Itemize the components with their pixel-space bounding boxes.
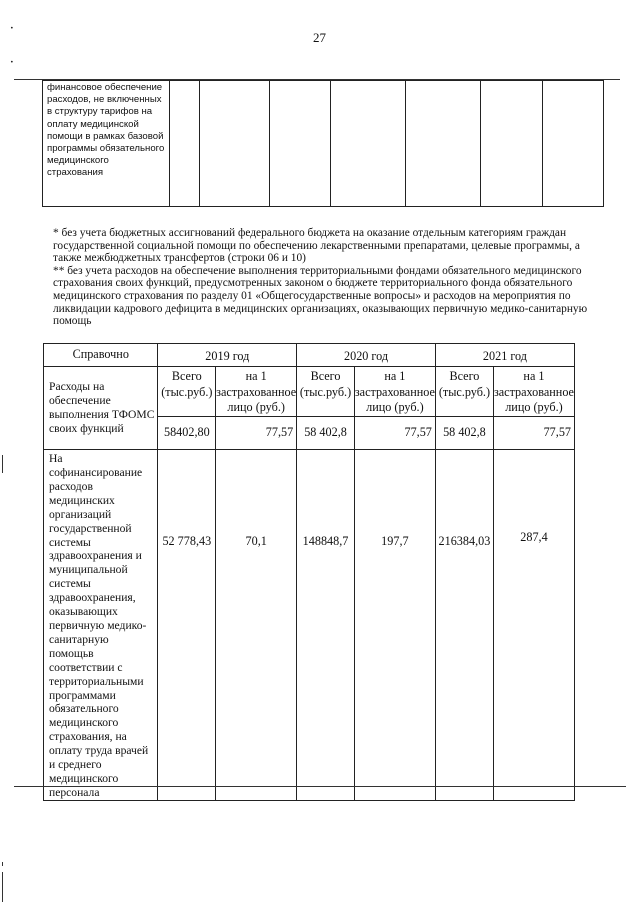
reference-header: Справочно: [44, 344, 158, 367]
margin-mark: ·: [10, 56, 14, 68]
value-cell: 216384,03: [435, 450, 493, 801]
bottom-rule-divider: [14, 786, 626, 787]
footnote-2: ** без учета расходов на обеспечение выполнения территориальными фондами обязательного медицинского страхования своих функций, предусмотренных законом о бюджете территориального фонда обязательного медицинского страхования по разделу 01 «Общегосударственные вопросы» и расходов на мероприятия по ликвидации кадрового дефицита в медицинских организациях, оказывающих первичную медико-санитарную помощь: [53, 264, 588, 328]
scan-edge-mark: [2, 455, 3, 473]
row-label: На софинансирование расходов медицинских организаций государственной системы здравоохранения и муниципальной системы здравоохранения, оказывающих первичную медико-санитарную помощьв соответствии с территориальными программами обязательного медицинского страхования, на оплату труда врачей и среднего медицинского персонала: [44, 450, 158, 801]
total-header: Всего (тыс.руб.): [435, 367, 493, 417]
table-row: [44, 450, 575, 801]
empty-cell: [331, 81, 406, 207]
value-cell: 77,57: [493, 417, 574, 450]
value-cell: 58402,80: [158, 417, 216, 450]
value-cell: 148848,7: [297, 450, 355, 801]
financing-table-fragment: [42, 80, 604, 207]
empty-cell: [406, 81, 481, 207]
row-label: Расходы на обеспечение выполнения ТФОМС своих функций: [44, 367, 158, 450]
table-subheader-row: [44, 367, 575, 417]
value-cell: 52 778,43: [158, 450, 216, 801]
value-cell: 287,4: [493, 450, 574, 801]
value-cell: 70,1: [216, 450, 297, 801]
empty-cell: [200, 81, 270, 207]
margin-mark: ·: [10, 22, 14, 34]
table-row: [43, 81, 604, 207]
per-insured-header: на 1 застрахованное лицо (руб.): [216, 367, 297, 417]
scan-edge-mark: [2, 862, 3, 866]
empty-cell: [481, 81, 543, 207]
total-header: Всего (тыс.руб.): [158, 367, 216, 417]
empty-cell: [270, 81, 331, 207]
value-cell: 197,7: [354, 450, 435, 801]
value-cell: 58 402,8: [435, 417, 493, 450]
reference-table: [43, 343, 575, 801]
value-cell: 58 402,8: [297, 417, 355, 450]
total-header: Всего (тыс.руб.): [297, 367, 355, 417]
value-cell: 77,57: [216, 417, 297, 450]
per-insured-header: на 1 застрахованное лицо (руб.): [354, 367, 435, 417]
footnotes: [53, 227, 593, 328]
year-header-2021: 2021 год: [435, 344, 574, 367]
footnote-1: * без учета бюджетных ассигнований федерального бюджета на оказание отдельным категориям граждан государственной социальной помощи по обеспечению лекарственными препаратами, целевые программы, а также межбюджетных трансфертов (строки 06 и 10): [53, 227, 580, 265]
year-header-2020: 2020 год: [297, 344, 436, 367]
per-insured-header: на 1 застрахованное лицо (руб.): [493, 367, 574, 417]
empty-cell: [170, 81, 200, 207]
scan-edge-mark: [2, 872, 3, 902]
year-header-2019: 2019 год: [158, 344, 297, 367]
table-header-row: [44, 344, 575, 367]
value-cell: 77,57: [354, 417, 435, 450]
page-number: 27: [313, 30, 326, 45]
empty-cell: [543, 81, 604, 207]
row-label: финансовое обеспечение расходов, не включенных в структуру тарифов на оплату медицинской помощи в рамках базовой программы обязательного медицинского страхования: [43, 81, 170, 207]
